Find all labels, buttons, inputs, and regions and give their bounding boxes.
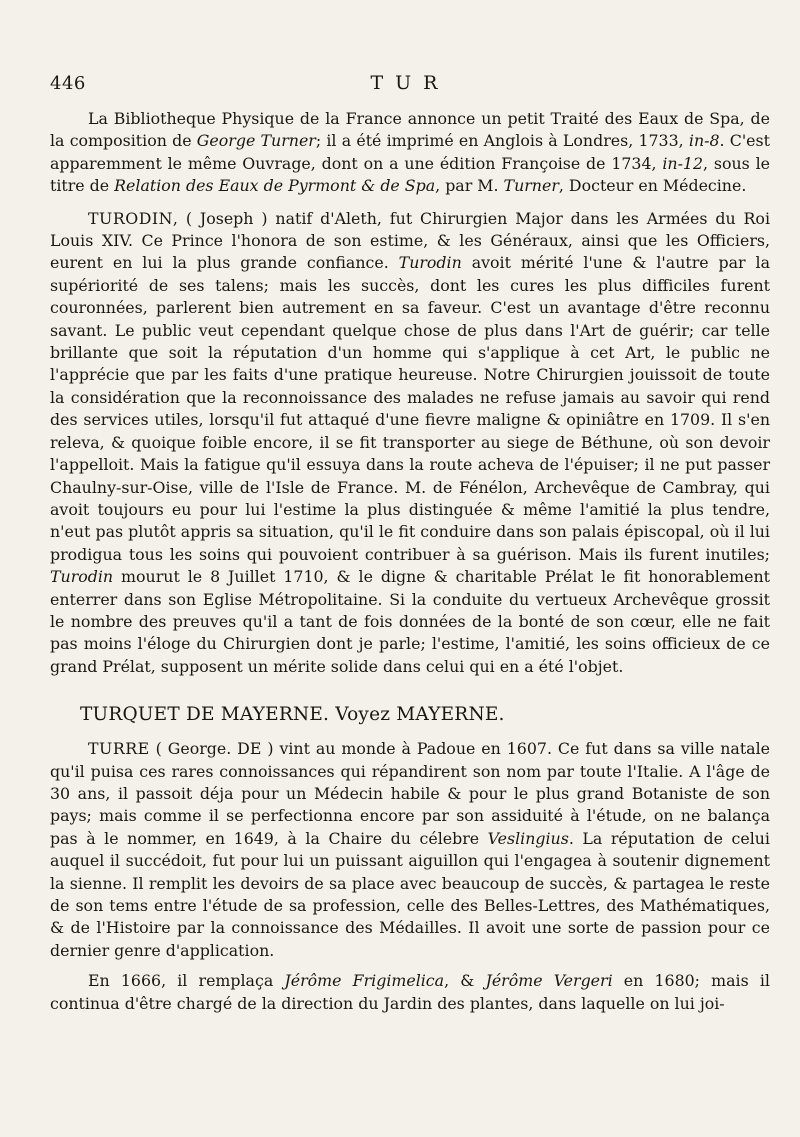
cross-reference-turquet <box>80 702 770 728</box>
text-run: La Bibliotheque Physique de la France annonce un petit Traité des Eaux de Spa, de la composition de <box>50 109 770 151</box>
entry-turre-continued <box>50 970 770 1015</box>
entry-turre <box>50 738 770 962</box>
text-run: en 1680; mais il continua d'être chargé de la direction du Jardin des plantes, dans laquelle on lui joi- <box>50 971 770 1013</box>
page-header <box>50 72 770 94</box>
italic-run: Turodin <box>398 253 462 273</box>
italic-run: in-8 <box>688 131 720 151</box>
text-run: , par M. <box>435 176 504 196</box>
text-run: , sous le titre de <box>50 153 770 196</box>
entry-headword: TURODIN <box>88 208 173 228</box>
entry-turner <box>50 108 770 198</box>
text-run: ; il a été imprimé en Anglois à Londres, 1733, <box>315 131 689 151</box>
text-run: , ( Joseph ) natif d'Aleth, fut Chirurgien Major dans les Armées du Roi Louis XIV. Ce Prince l'honora de son estime, & les Généraux, ainsi que les Officiers, eurent en lui la plus grande confiance. <box>50 208 770 273</box>
running-head: TUR <box>370 72 450 94</box>
italic-run: Turner <box>503 176 559 196</box>
text-run: avoit mérité l'une & l'autre par la supériorité de ses talens; mais les succès, dont les cures les plus difficiles furent couronnées, parlerent bien autrement en sa faveur. C'est un avantage d'être reconnu savant. Le public veut cependant quelque chose de plus dans l'Art de guérir; car telle brillante que soit la réputation d'un homme qui s'applique à cet Art, le public ne l'apprécie que par les faits d'une pratique heureuse. Notre Chirurgien jouissoit de toute la considération que la reconnoissance des malades ne refuse jamais au savoir qui rend des services utiles, lorsqu'il fut attaqué d'une fievre maligne & opiniâtre en 1709. Il s'en releva, & quoique foible encore, il se fit transporter au siege de Béthune, où son devoir l'appelloit. Mais la fatigue qu'il essuya dans la route acheva de l'épuiser; il ne put passer Chaulny-sur-Oise, ville de l'Isle de France. M. de Fénélon, Archevêque de Cambray, qui avoit toujours eu pour lui l'estime la plus distinguée & même l'amitié la plus tendre, n'eut pas plutôt appris sa situation, qu'il le fit conduire dans son palais épiscopal, où il lui prodigua tous les soins qui pouvoient contribuer à sa guérison. Mais ils furent inutiles; <box>50 253 770 564</box>
text-run: , Docteur en Médecine. <box>558 176 747 196</box>
italic-run: George Turner <box>196 131 316 151</box>
italic-run: Veslingius <box>487 828 569 848</box>
entry-turodin <box>50 208 770 679</box>
text-run: , & <box>444 971 486 991</box>
italic-run: in-12 <box>662 153 704 173</box>
entry-headword: TURRE <box>88 739 150 759</box>
page-number: 446 <box>50 73 86 94</box>
italic-run: Jérôme Vergeri <box>485 971 613 991</box>
italic-run: Jérôme Frigimelica <box>284 971 445 991</box>
text-run: En 1666, il remplaça <box>88 971 285 991</box>
italic-run: Turodin <box>50 567 114 587</box>
text-run: mourut le 8 Juillet 1710, & le digne & charitable Prélat le fit honorablement enterrer dans son Eglise Métropolitaine. Si la conduite du vertueux Archevêque grossit le nombre des preuves qu'il a tant de fois données de la bonté de son cœur, elle ne fait pas moins l'éloge du Chirurgien dont je parle; l'estime, l'amitié, les soins officieux de ce grand Prélat, supposent un mérite solide dans celui qui en a été l'objet. <box>50 567 770 676</box>
text-run: . La réputation de celui auquel il succédoit, fut pour lui un puissant aiguillon qui l'engagea à soutenir dignement la sienne. Il remplit les devoirs de sa place avec beaucoup de succès, & partagea le reste de son tems entre l'étude de sa profession, celle des Belles-Lettres, des Mathématiques, & de l'Histoire par la connoissance des Médailles. Il avoit une sorte de passion pour ce dernier genre d'application. <box>50 828 770 960</box>
text-run: TURQUET DE MAYERNE. Voyez MAYERNE. <box>80 704 505 726</box>
italic-run: Relation des Eaux de Pyrmont & de Spa <box>114 176 436 196</box>
text-run: . C'est apparemment le même Ouvrage, dont on a une édition Françoise de 1734, <box>50 131 770 173</box>
text-run: ( George. DE ) vint au monde à Padoue en 1607. Ce fut dans sa ville natale qu'il puisa ces rares connoissances qui répandirent son nom par toute l'Italie. A l'âge de 30 ans, il passoit déja pour un Médecin habile & pour le plus grand Botaniste de son pays; mais comme il se perfectionna encore par son assiduité à l'étude, on ne balança pas à le nommer, en 1649, à la Chaire du célebre <box>50 739 770 848</box>
